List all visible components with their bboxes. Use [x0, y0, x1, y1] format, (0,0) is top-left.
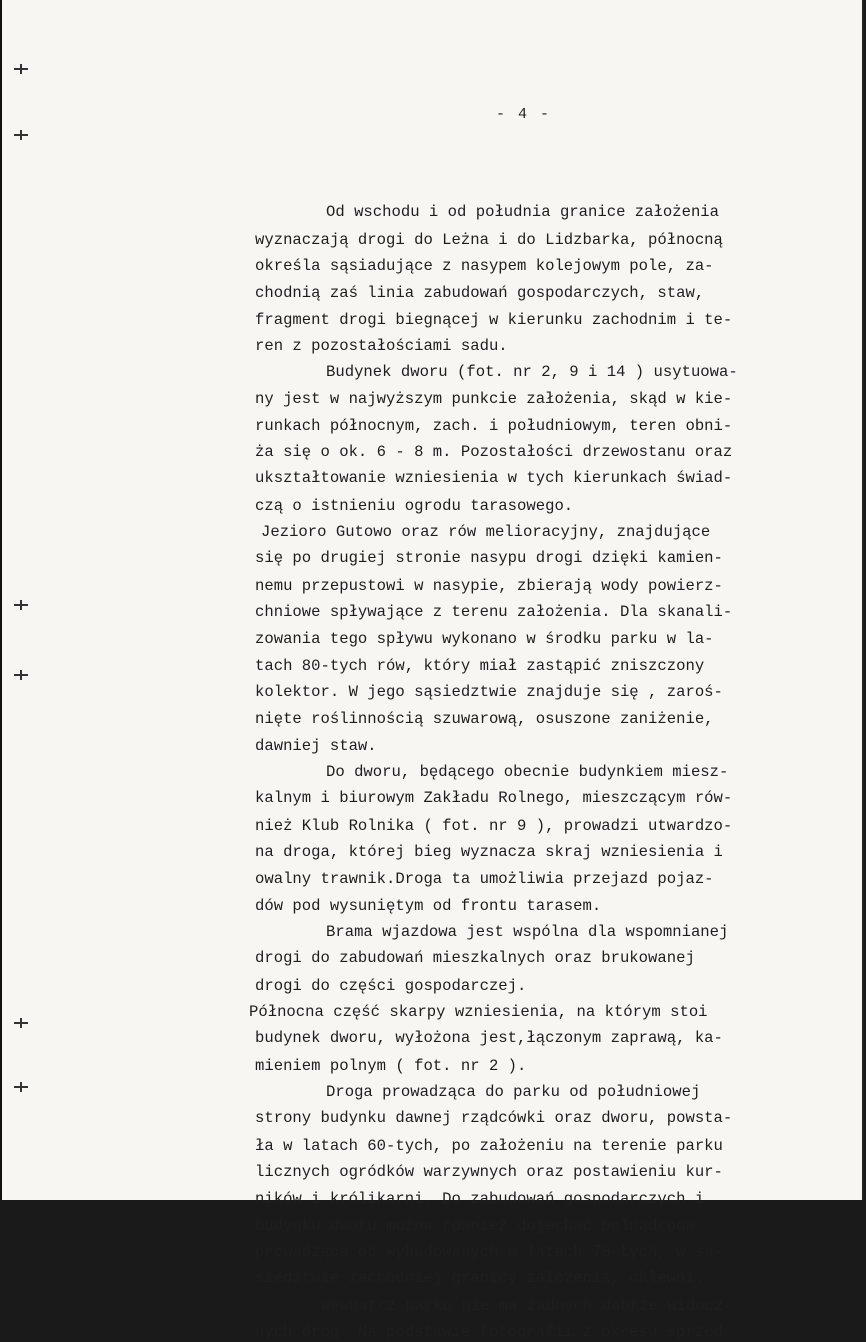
text-line: kalnym i biurowym Zakładu Rolnego, mieszczącym rów- [255, 789, 733, 807]
text-line: określa sąsiadujące z nasypem kolejowym pole, za- [255, 257, 714, 275]
text-line: mieniem polnym ( fot. nr 2 ). [255, 1057, 527, 1075]
text-line: owalny trawnik.Droga ta umożliwia przejazd pojaz- [255, 870, 714, 888]
registration-mark [14, 598, 28, 612]
text-line: ren z pozostałościami sadu. [255, 337, 508, 355]
text-line: kolektor. W jego sąsiedztwie znajduje się , zaroś- [255, 683, 723, 701]
text-line: czą o istnieniu ogrodu tarasowego. [255, 497, 574, 515]
text-line: prowadzącą od wybudowanych w latach 70-tych, w są- [255, 1243, 723, 1261]
text-line: fragment drogi biegnącej w kierunku zachodnim i te- [255, 311, 733, 329]
text-line: Droga prowadząca do parku od południowej [326, 1083, 701, 1101]
text-line: runkach północnym, zach. i południowym, teren obni- [255, 417, 733, 435]
text-line: drogi do części gospodarczej. [255, 977, 527, 995]
text-line: siedztwie zachodniej granicy założenia, chlewni. [255, 1269, 705, 1287]
registration-mark [14, 1016, 28, 1030]
text-line: nięte roślinnością szuwarową, osuszone zaniżenie, [255, 710, 714, 728]
text-line: budynku dworu można również dojechać polnądrogą [255, 1217, 695, 1235]
registration-mark [14, 128, 28, 142]
text-line: ników i królikarni. Do zabudowań gospodarczych i [255, 1190, 705, 1208]
text-line: Jezioro Gutowo oraz rów melioracyjny, znajdujące [261, 523, 711, 541]
text-line: strony budynku dawnej rządcówki oraz dworu, powsta- [255, 1109, 733, 1127]
text-line: chodnią zaś linia zabudowań gospodarczych, staw, [255, 284, 705, 302]
text-line: Do dworu, będącego obecnie budynkiem miesz- [326, 763, 729, 781]
text-line: licznych ogródków warzywnych oraz postawieniu kur- [255, 1163, 723, 1181]
text-line: drogi do zabudowań mieszkalnych oraz brukowanej [255, 949, 695, 967]
text-line: ża się o ok. 6 - 8 m. Pozostałości drzewostanu oraz [255, 443, 733, 461]
registration-mark [14, 668, 28, 682]
registration-mark [14, 62, 28, 76]
text-line: dów pod wysuniętym od frontu tarasem. [255, 897, 602, 915]
page-edge [862, 0, 864, 1200]
text-line: nież Klub Rolnika ( fot. nr 9 ), prowadzi utwardzo- [255, 817, 733, 835]
text-line: Brama wjazdowa jest wspólna dla wspomnianej [326, 923, 729, 941]
text-line: ny jest w najwyższym punkcie założenia, skąd w kie- [255, 390, 733, 408]
text-line: ła w latach 60-tych, po założeniu na terenie parku [255, 1137, 723, 1155]
text-line: Wewnątrz parku nie ma żadnych dobrze widocz- [321, 1297, 733, 1315]
text-line: tach 80-tych rów, który miał zastąpić zniszczony [255, 657, 705, 675]
text-line: się po drugiej stronie nasypu drogi dzięki kamien- [255, 549, 723, 567]
page-number: - 4 - [496, 106, 552, 123]
text-line: Północna część skarpy wzniesienia, na którym stoi [249, 1003, 708, 1021]
text-line: Od wschodu i od południa granice założenia [326, 203, 720, 221]
text-line: wyznaczają drogi do Leżna i do Lidzbarka, północną [255, 231, 723, 249]
text-line: nych dróg. Na podstawie fotografii z okresu sprzed [255, 1323, 723, 1341]
text-line: chniowe spływające z terenu założenia. Dla skanali- [255, 603, 733, 621]
text-line: dawniej staw. [255, 737, 377, 755]
registration-mark [14, 1080, 28, 1094]
text-line: nemu przepustowi w nasypie, zbierają wody powierz- [255, 577, 723, 595]
text-line: budynek dworu, wyłożona jest,łączonym zaprawą, ka- [255, 1029, 723, 1047]
text-line: na droga, której bieg wyznacza skraj wzniesienia i [255, 843, 723, 861]
text-line: ukształtowanie wzniesienia w tych kierunkach świad- [255, 469, 733, 487]
text-line: zowania tego spływu wykonano w środku parku w la- [255, 630, 714, 648]
text-line: Budynek dworu (fot. nr 2, 9 i 14 ) usytuowa- [326, 363, 738, 381]
